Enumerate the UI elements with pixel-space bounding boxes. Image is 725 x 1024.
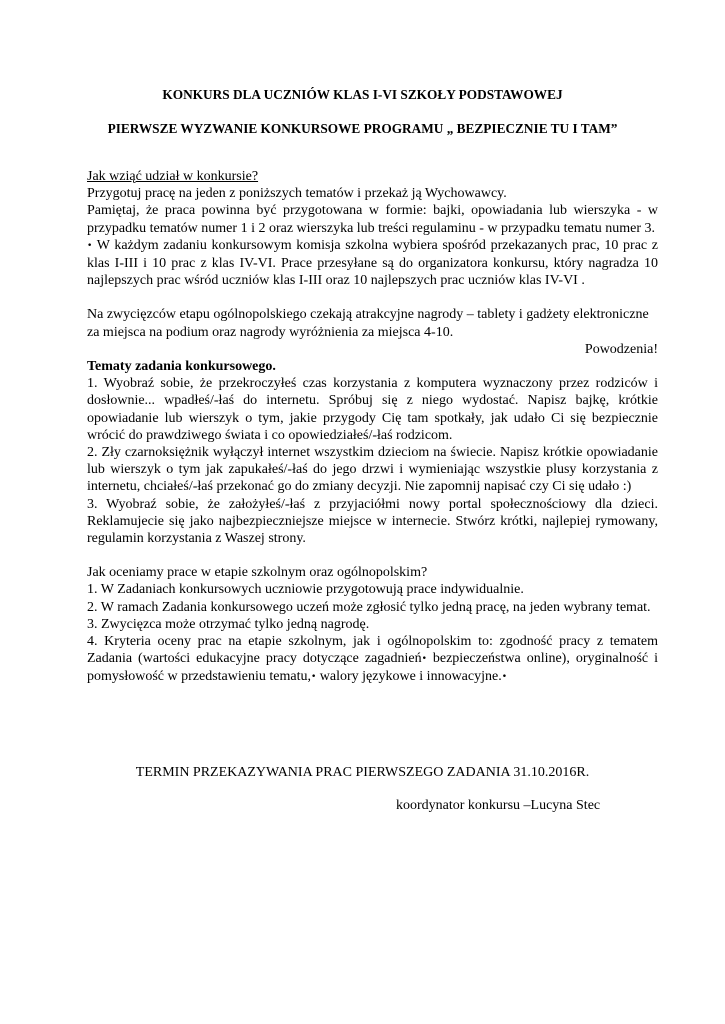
participation-question: Jak wziąć udział w konkursie? xyxy=(87,169,259,184)
spacer xyxy=(87,289,658,306)
selection-rule-paragraph xyxy=(87,237,658,290)
topic-item: 3. Wyobraź sobie, że założyłeś/-łaś z przyjaciółmi nowy portal społecznościowy dla dzieci. Reklamujecie się jako najbezpieczniejsze miejsce w internecie. Stwórz krótki, najlepiej rymowany, regulamin korzystania z Waszej strony. xyxy=(87,496,658,547)
evaluation-item: 1. W Zadaniach konkursowych uczniowie przygotowują prace indywidualnie. xyxy=(87,582,524,598)
criteria-text-2: bezpieczeństwa online), oryginalność i pomysłowość w przedstawieniu tematu, xyxy=(87,651,658,685)
bullet-icon: • xyxy=(501,672,508,683)
bullet-icon: • xyxy=(310,672,317,683)
document-title: KONKURS DLA UCZNIÓW KLAS I-VI SZKOŁY PODSTAWOWEJ xyxy=(162,87,563,102)
bullet-icon: • xyxy=(421,654,427,665)
spacer xyxy=(87,547,658,564)
criteria-text-1: 4. Kryteria oceny prac na etapie szkolnym, jak i ogólnopolskim to: zgodność pracy z tematem Zadania (wartości edukacyjne pracy dotyczące zagadnień xyxy=(87,634,658,667)
submission-deadline: TERMIN PRZEKAZYWANIA PRAC PIERWSZEGO ZADANIA 31.10.2016R. xyxy=(135,765,590,780)
topic-item: 1. Wyobraź sobie, że przekroczyłeś czas korzystania z komputera wyznaczony przez rodziców i dosłownie... wpadłeś/-łaś do internetu. Spróbuj się z niego wydostać. Napisz bajkę, krótkie opowiadanie lub wierszyk o tym, jakie przygody Cię tam spotkały, jak udało Ci się bezpiecznie wrócić do prawdziwego świata i co opowiedziałeś/-łaś rodzicom. xyxy=(87,376,658,443)
document-subtitle: PIERWSZE WYZWANIE KONKURSOWE PROGRAMU „ BEZPIECZNIE TU I TAM” xyxy=(107,121,618,136)
participation-instruction: Przygotuj pracę na jeden z poniższych tematów i przekaż ją Wychowawcy. xyxy=(87,186,507,202)
prizes-paragraph: Na zwycięzców etapu ogólnopolskiego czekają atrakcyjne nagrody – tablety i gadżety elektroniczne za miejsca na podium oraz nagrody wyróżnienia za miejsca 4-10. xyxy=(87,307,649,340)
criteria-text-3: walory językowe i innowacyjne. xyxy=(316,669,502,685)
evaluation-question: Jak oceniamy prace w etapie szkolnym oraz ogólnopolskim? xyxy=(87,565,428,581)
evaluation-item: 3. Zwycięzca może otrzymać tylko jedną nagrodę. xyxy=(87,616,370,632)
document-body xyxy=(87,168,658,687)
good-luck-text: Powodzenia! xyxy=(584,341,658,357)
evaluation-criteria xyxy=(87,633,658,687)
topic-item: 2. Zły czarnoksiężnik wyłączył internet wszystkim dzieciom na świecie. Napisz krótkie opowiadanie lub wierszyk o tym jak zapukałeś/-łaś do jego drzwi i wymieniając wszystkie plusy korzystania z internetu, chciałeś/-łaś przekonać go do zmiany decyzji. Nie zapomnij napisać czy Ci się udało :) xyxy=(87,445,658,495)
topics-heading: Tematy zadania konkursowego. xyxy=(87,359,276,375)
selection-rule-text: W każdym zadaniu konkursowym komisja szkolna wybiera spośród przekazanych prac, 10 prac z klas I-III i 10 prac z klas IV-VI. Prace przesyłane są do organizatora konkursu, który nagradza 10 najlepszych prac wśród uczniów klas I-III oraz 10 najlepszych prac uczniów klas IV-VI . xyxy=(87,237,658,289)
coordinator-signature: koordynator konkursu –Lucyna Stec xyxy=(396,798,601,813)
participation-form-note: Pamiętaj, że praca powinna być przygotowana w formie: bajki, opowiadania lub wierszyka - w przypadku tematów numer 1 i 2 oraz wierszyka lub treści regulaminu - w przypadku tematu numer 3. xyxy=(87,203,658,236)
evaluation-item: 2. W ramach Zadania konkursowego uczeń może zgłosić tylko jedną pracę, na jeden wybrany temat. xyxy=(87,599,651,615)
bullet-icon: • xyxy=(87,240,93,251)
